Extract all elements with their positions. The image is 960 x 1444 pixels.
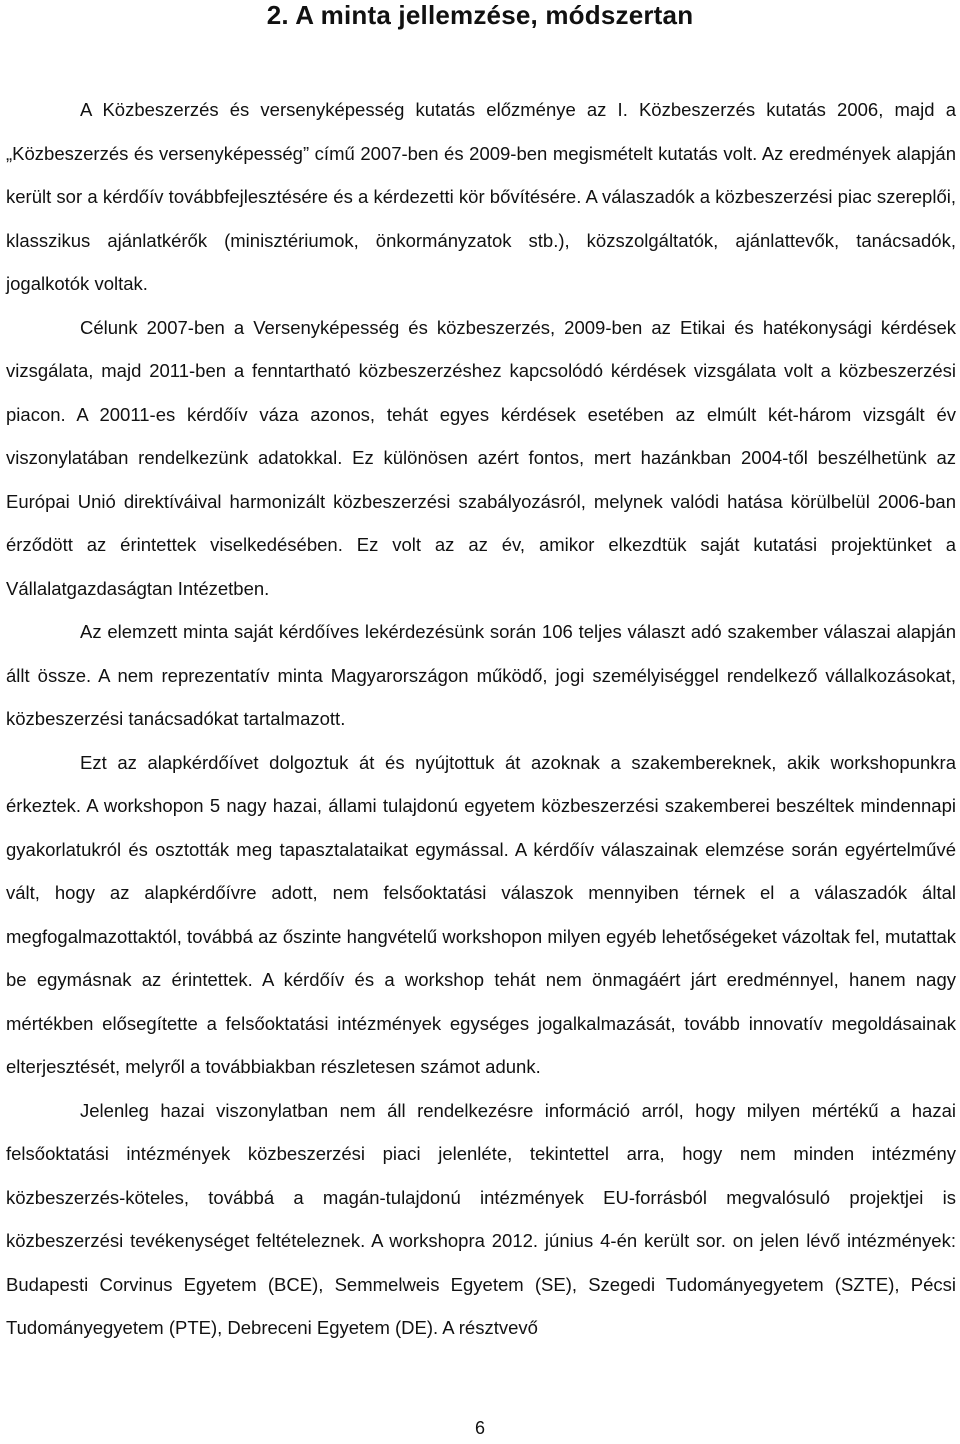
paragraph-intro: A Közbeszerzés és versenyképesség kutatás előzménye az I. Közbeszerzés kutatás 2006, majd a „Közbeszerzés és versenyképesség” című 2007-ben és 2009-ben megismételt kutatás volt. Az eredmények alapján került sor a kérdőív továbbfejlesztésére és a kérdezetti kör bővítésére. A válaszadók a közbeszerzési piac szereplői, klasszikus ajánlatkérők (minisztériumok, önkormányzatok stb.), közszolgáltatók, ajánlattevők, tanácsadók, jogalkotók voltak. [6,99,956,294]
paragraph-sample: Az elemzett minta saját kérdőíves lekérdezésünk során 106 teljes választ adó szakember válaszai alapján állt össze. A nem reprezentatív minta Magyarországon működő, jogi személyiséggel rendelkező vállalkozásokat, közbeszerzési tanácsadókat tartalmazott. [6,621,956,729]
paragraph-goals: Célunk 2007-ben a Versenyképesség és közbeszerzés, 2009-ben az Etikai és hatékonysági kérdések vizsgálata, majd 2011-ben a fenntartható közbeszerzéshez kapcsolódó kérdések vizsgálata volt a közbeszerzési piacon. A 20011-es kérdőív váza azonos, tehát egyes kérdések esetében az elmúlt két-három vizsgált év viszonylatában rendelkezünk adatokkal. Ez különösen azért fontos, mert hazánkban 2004-től beszélhetünk az Európai Unió direktíváival harmonizált közbeszerzési szabályozásról, melynek valódi hatása körülbelül 2006-ban érződött az érintettek viselkedésében. Ez volt az az év, amikor elkezdtük saját kutatási projektünket a Vállalatgazdaságtan Intézetben. [6,316,956,599]
paragraph-current-situation: Jelenleg hazai viszonylatban nem áll rendelkezésre információ arról, hogy milyen mértékű a hazai felsőoktatási intézmények közbeszerzési piaci jelenléte, tekintettel arra, hogy nem minden intézmény közbeszerzés-köteles, továbbá a magán-tulajdonú intézmények EU-forrásból megvalósuló projektjei is közbeszerzési tevékenységet feltételeznek. A workshopra 2012. június 4-én került sor. on jelen lévő intézmények: Budapesti Corvinus Egyetem (BCE), Semmelweis Egyetem (SE), Szegedi Tudományegyetem (SZTE), Pécsi Tudományegyetem (PTE), Debreceni Egyetem (DE). A résztvevő [6,1099,956,1338]
section-title: 2. A minta jellemzése, módszertan [266,0,694,30]
body-text [6,88,956,1350]
paragraph-workshop: Ezt az alapkérdőívet dolgoztuk át és nyújtottuk át azoknak a szakembereknek, akik workshopunkra érkeztek. A workshopon 5 nagy hazai, állami tulajdonú egyetem közbeszerzési szakemberei beszéltek mindennapi gyakorlatukról és osztották meg tapasztalataikat egymással. A kérdőív válaszainak elemzése során egyértelművé vált, hogy az alapkérdőívre adott, nem felsőoktatási válaszok mennyiben térnek el a válaszadók által megfogalmazottaktól, továbbá az őszinte hangvételű workshopon milyen egyéb lehetőségeket vázoltak fel, mutattak be egymásnak az érintettek. A kérdőív és a workshop tehát nem önmagáért járt eredménnyel, hanem nagy mértékben elősegítette a felsőoktatási intézmények egységes jogalkalmazását, tovább innovatív megoldásainak elterjesztését, melyről a továbbiakban részletesen számot adunk. [6,751,956,1077]
page-number: 6 [474,1418,485,1438]
